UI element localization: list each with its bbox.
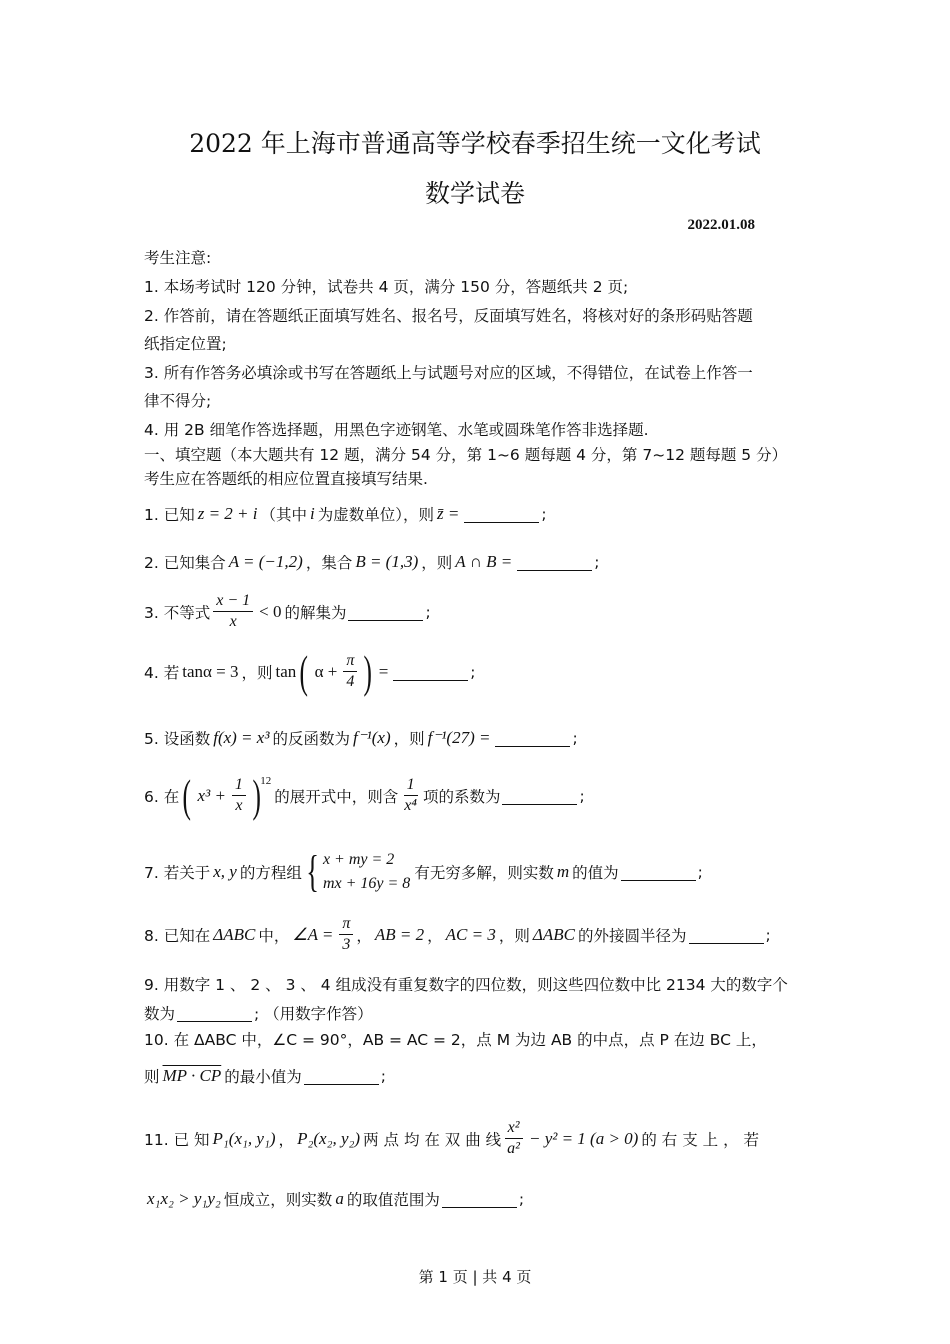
- question-8: 8. 已知在 ΔABC 中， ∠A = $\frac{\pi}{3}$ ， AB = 2 ， AC = 3 ，则 ΔABC 的外接圆半径为 ;: [144, 915, 771, 953]
- fraction: $\frac{1}{x}$: [232, 775, 246, 816]
- answer-blank[interactable]: [502, 787, 577, 805]
- answer-blank[interactable]: [689, 926, 764, 944]
- answer-blank[interactable]: [517, 553, 592, 571]
- answer-blank[interactable]: [495, 729, 570, 747]
- exam-date: 2022.01.08: [687, 217, 755, 233]
- question-2: 2. 已知集合 A = (−1,2) ，集合 B = (1,3) ，则 A ∩ B = ;: [144, 552, 600, 572]
- fraction: $\frac{\text{x²}}{\text{a²}}$: [504, 1118, 523, 1159]
- exam-title: 2022 年上海市普通高等学校春季招生统一文化考试: [189, 129, 761, 158]
- question-9-cont: 数为 ; （用数字作答）: [144, 1005, 373, 1023]
- notice-item: 3. 所有作答务必填涂或书写在答题纸上与试题号对应的区域，不得错位，在试卷上作答一: [144, 364, 753, 382]
- answer-blank[interactable]: [442, 1190, 517, 1208]
- fraction: $\frac{\pi}{3}$: [339, 914, 353, 955]
- question-5: 5. 设函数 f(x) = x³ 的反函数为 f⁻¹(x) ，则 f⁻¹(27) = ;: [144, 728, 578, 748]
- fraction: $\frac{x - 1}{x}$: [213, 591, 253, 632]
- question-11: 11. 已 知 P₁(x₁, y₁) ， P₂(x₂, y₂) 两 点 均 在 双 曲 线 $\frac{\text{x²}}{\text{a²}}$ − y² = 1 (a > 0) 的 右 支 上 ， 若: [144, 1119, 759, 1157]
- question-3: 3. 不等式 $\frac{x - 1}{x}$ < 0 的解集为 ;: [144, 592, 431, 630]
- page-footer: 第 1 页 | 共 4 页: [418, 1268, 532, 1286]
- fraction: $\frac{\pi}{4}$: [343, 651, 357, 692]
- answer-blank[interactable]: [621, 863, 696, 881]
- answer-blank[interactable]: [304, 1067, 379, 1085]
- question-6: 6. 在 ( x³ + $\frac{1}{x}$ ) 12 的展开式中，则含 $\frac{1}{\text{x⁴}}$ 项的系数为 ;: [144, 769, 585, 821]
- question-9: 9. 用数字 1 、 2 、 3 、 4 组成没有重复数字的四位数，则这些四位数中比 2134 大的数字个: [144, 976, 788, 994]
- question-1: 1. 已知 z = 2 + i （其中 i 为虚数单位），则 z̄ = ;: [144, 504, 547, 524]
- answer-blank[interactable]: [393, 663, 468, 681]
- question-11-cont: x₁x₂ > y₁y₂ 恒成立，则实数 a 的取值范围为 ;: [147, 1189, 525, 1209]
- answer-blank[interactable]: [177, 1004, 252, 1022]
- notice-item: 1. 本场考试时 120 分钟，试卷共 4 页，满分 150 分，答题纸共 2 页;: [144, 278, 629, 296]
- notice-item: 4. 用 2B 细笔作答选择题，用黑色字迹钢笔、水笔或圆珠笔作答非选择题.: [144, 421, 649, 439]
- answer-blank[interactable]: [464, 505, 539, 523]
- equation-system: x + my = 2 mx + 16y = 8: [322, 851, 411, 892]
- notice-heading: 考生注意:: [144, 249, 212, 267]
- notice-item: 2. 作答前，请在答题纸正面填写姓名、报名号，反面填写姓名，将核对好的条形码贴答题: [144, 307, 753, 325]
- question-10-cont: 则 MP · CP 的最小值为 ;: [144, 1066, 386, 1086]
- question-10: 10. 在 ΔABC 中，∠C = 90°，AB = AC = 2，点 M 为边 AB 的中点，点 P 在边 BC 上，: [144, 1031, 767, 1049]
- question-7: 7. 若关于 x, y 的方程组 { x + my = 2 mx + 16y = 8 有无穷多解，则实数 m 的值为 ;: [144, 847, 703, 896]
- section-instruction: 考生应在答题纸的相应位置直接填写结果.: [144, 470, 428, 488]
- fraction: $\frac{1}{\text{x⁴}}$: [404, 776, 417, 814]
- section-heading: 一、填空题（本大题共有 12 题，满分 54 分，第 1~6 题每题 4 分，第 7~12 题每题 5 分）: [144, 446, 788, 464]
- exam-subtitle: 数学试卷: [424, 179, 525, 208]
- answer-blank[interactable]: [348, 603, 423, 621]
- notice-item: 纸指定位置;: [144, 335, 227, 353]
- notice-item: 律不得分;: [144, 392, 212, 410]
- question-4: 4. 若 tanα = 3 ，则 tan ( α + $\frac{\pi}{4}$ ) = ;: [144, 645, 476, 697]
